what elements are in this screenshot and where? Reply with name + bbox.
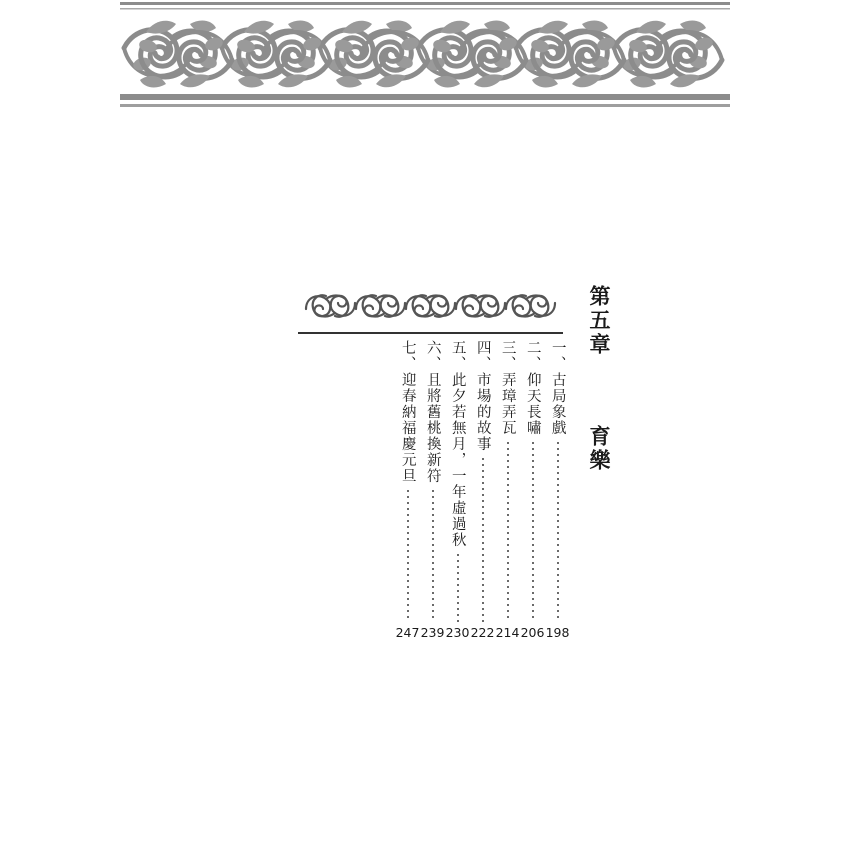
toc-page-number: 239 bbox=[420, 625, 445, 640]
scrollwork-border-icon bbox=[120, 0, 730, 118]
toc-entry[interactable] bbox=[545, 340, 570, 640]
toc-entry[interactable] bbox=[495, 340, 520, 640]
toc-leader-dots bbox=[482, 456, 484, 622]
chapter-heading bbox=[589, 285, 610, 473]
toc-entry[interactable] bbox=[470, 340, 495, 640]
toc-entry-label: 七、迎春納福慶元旦 bbox=[399, 340, 416, 484]
toc-entry-label: 二、仰天長嘯 bbox=[524, 340, 541, 436]
header-ornament-band bbox=[120, 0, 730, 118]
toc-entry-list bbox=[290, 340, 570, 640]
toc-leader-dots bbox=[457, 552, 459, 622]
toc-leader-dots bbox=[432, 488, 434, 622]
toc-page-number: 198 bbox=[545, 625, 570, 640]
toc-leader-dots bbox=[507, 440, 509, 622]
toc-leader-dots bbox=[407, 488, 409, 622]
toc-page-number: 247 bbox=[395, 625, 420, 640]
toc-page-number: 230 bbox=[445, 625, 470, 640]
toc-entry[interactable] bbox=[395, 340, 420, 640]
toc-leader-dots bbox=[557, 440, 559, 622]
toc-entry-label: 六、且將舊桃換新符 bbox=[424, 340, 441, 484]
toc-entry[interactable] bbox=[420, 340, 445, 640]
chapter-title-text: 育樂 bbox=[587, 425, 612, 473]
chapter-divider-ornament bbox=[298, 288, 563, 324]
toc-page-number: 206 bbox=[520, 625, 545, 640]
toc-page-number: 222 bbox=[470, 625, 495, 640]
toc-entry[interactable] bbox=[445, 340, 470, 640]
scrollwork-divider-icon bbox=[298, 288, 563, 324]
chapter-toc-block bbox=[290, 280, 610, 660]
toc-entry-label: 一、古局象戲 bbox=[549, 340, 566, 436]
toc-leader-dots bbox=[532, 440, 534, 622]
toc-page-number: 214 bbox=[495, 625, 520, 640]
toc-entry-label: 四、市場的故事 bbox=[474, 340, 491, 452]
toc-entry[interactable] bbox=[520, 340, 545, 640]
chapter-number: 第五章 bbox=[587, 285, 612, 357]
toc-entry-label: 三、弄璋弄瓦 bbox=[499, 340, 516, 436]
toc-entry-label: 五、此夕若無月，一年虛過秋 bbox=[449, 340, 466, 548]
chapter-rule bbox=[298, 332, 563, 334]
